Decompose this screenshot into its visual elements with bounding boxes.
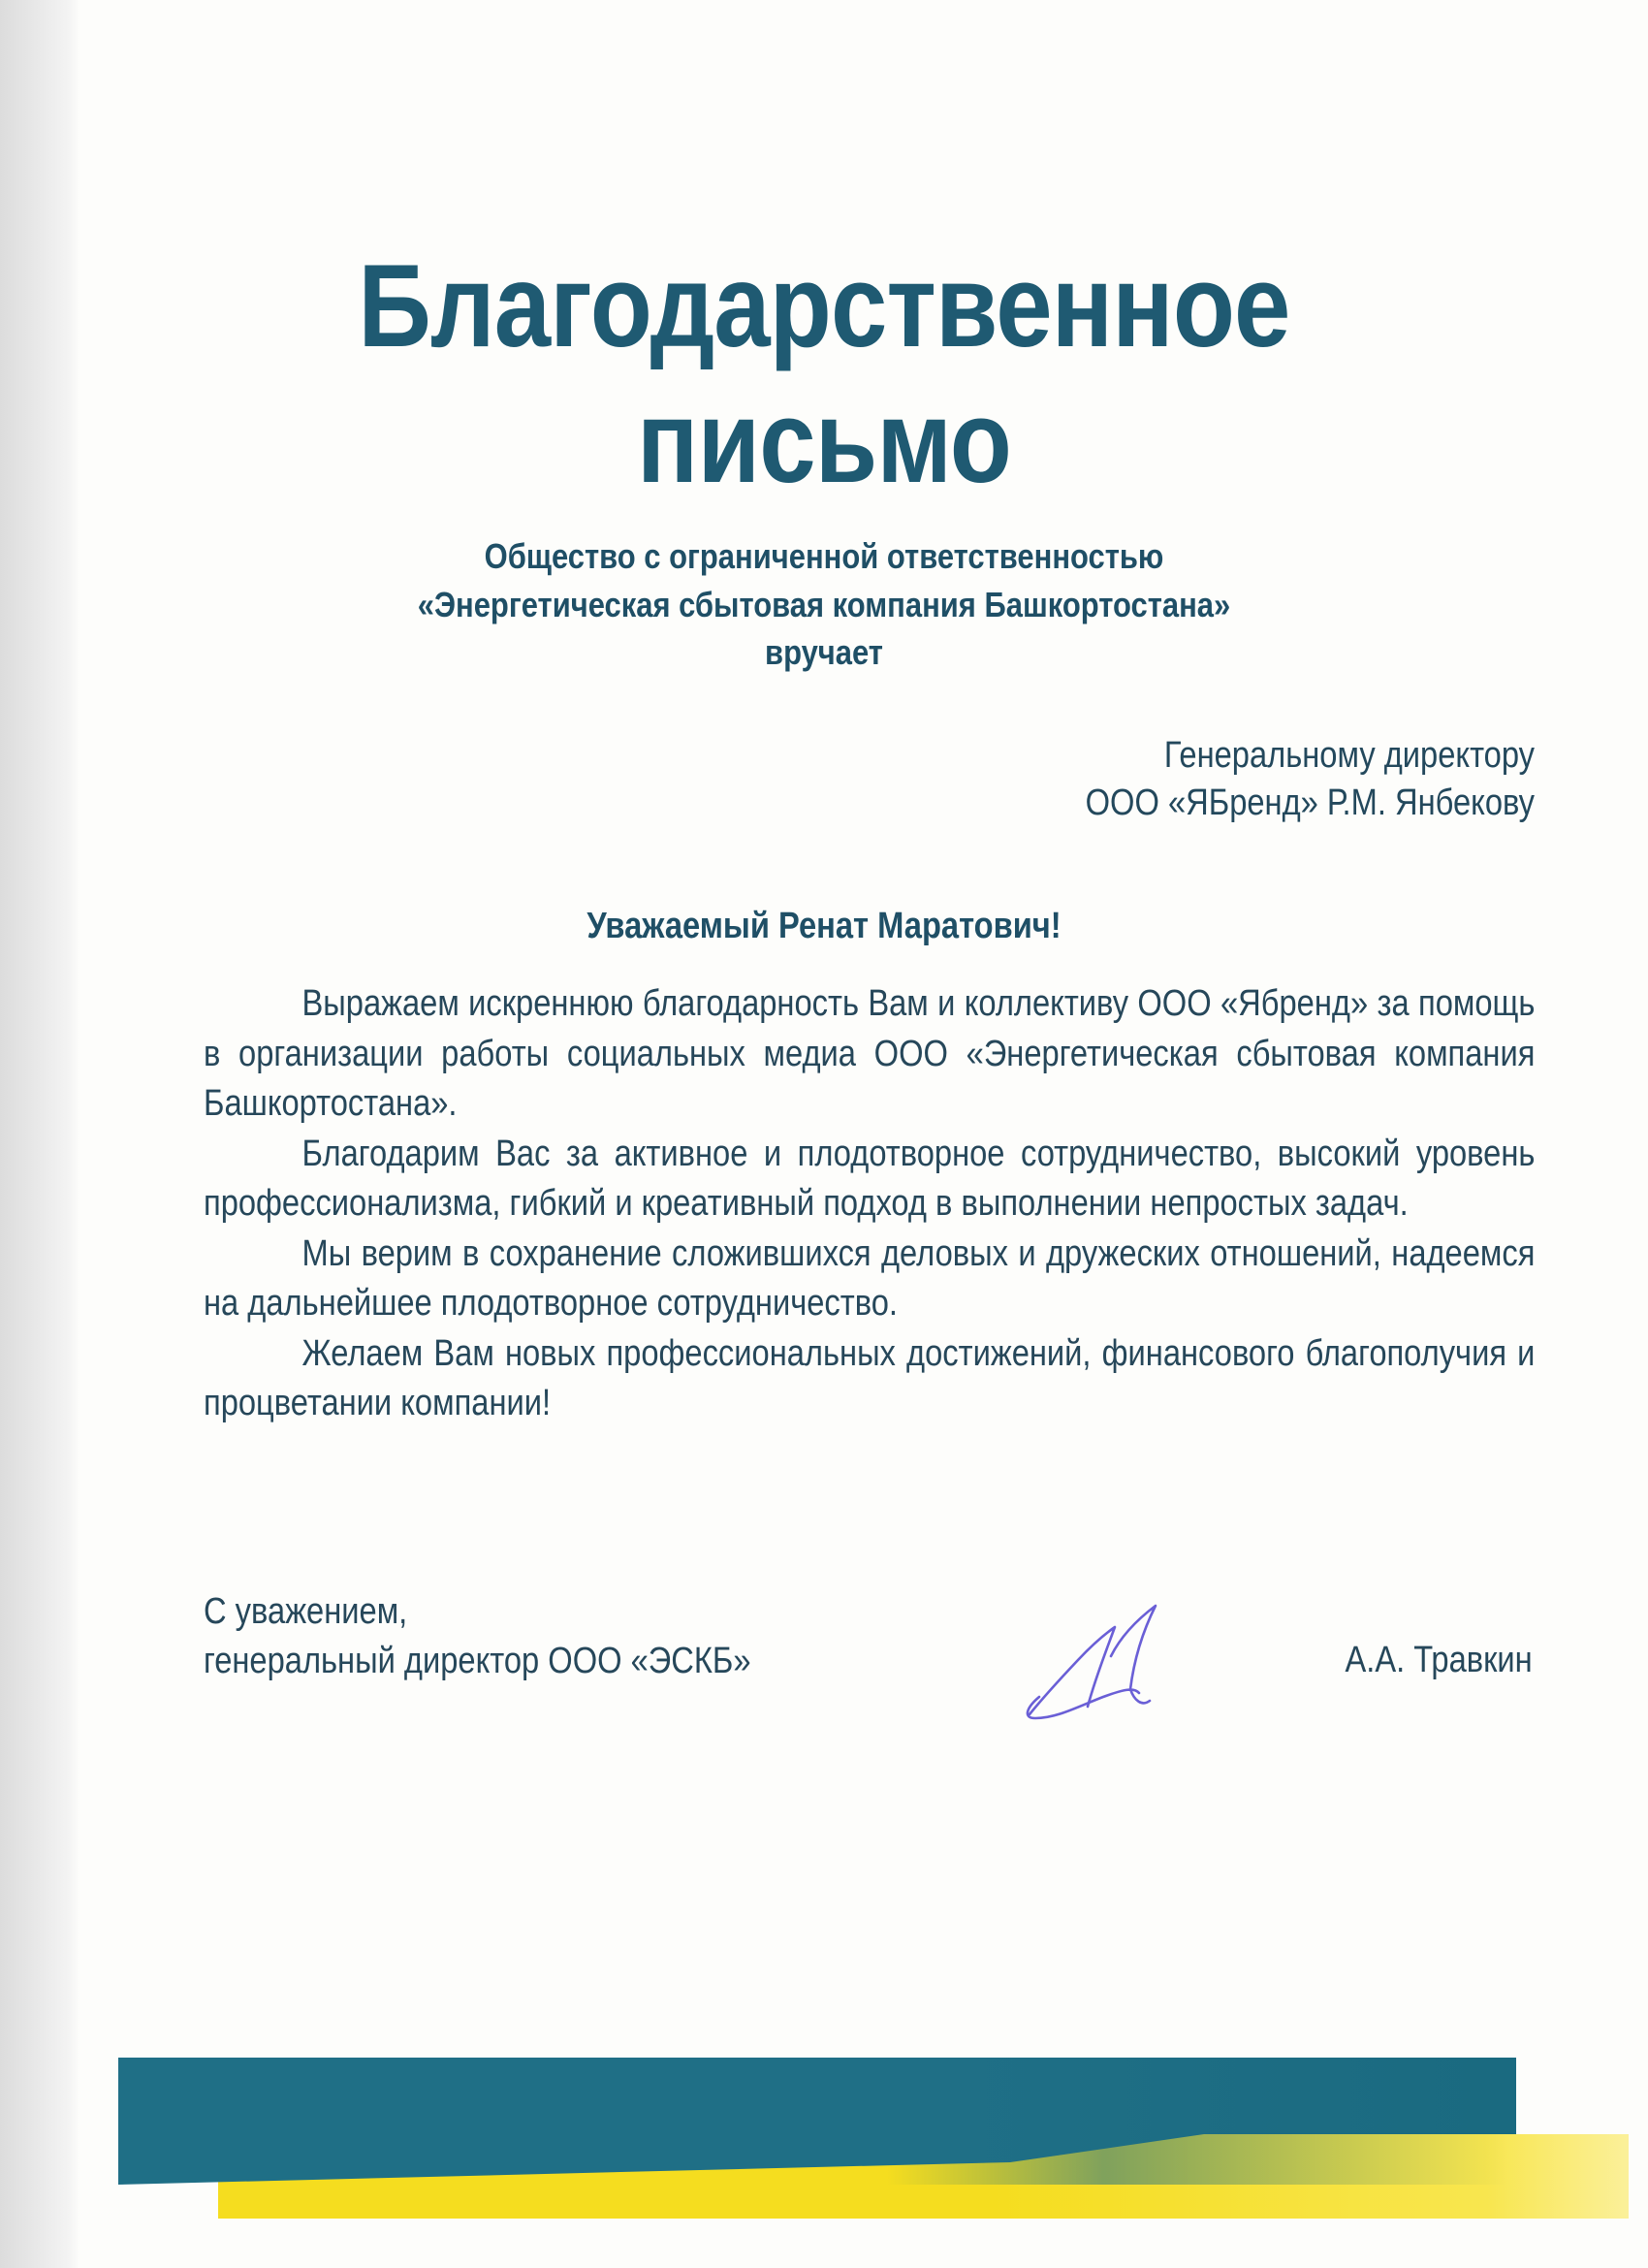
- letter-title-line2: письмо: [637, 375, 1011, 507]
- body-paragraph-1: Выражаем искреннюю благодарность Вам и коллективу ООО «Ябренд» за помощь в организации работы социальных медиа ООО «Энергетическая сбытовая компания Башкортостана».: [204, 983, 1536, 1124]
- body-paragraph-2: Благодарим Вас за активное и плодотворное сотрудничество, высокий уровень профессионализма, гибкий и креативный подход в выполнении непростых задач.: [204, 1133, 1536, 1224]
- salutation: Уважаемый Ренат Маратович!: [586, 906, 1062, 946]
- org-name-line2: «Энергетическая сбытовая компания Башкортостана»: [417, 585, 1231, 624]
- signer-name: А.А. Травкин: [1345, 1640, 1533, 1680]
- addressee-name: ООО «ЯБренд» Р.М. Янбекову: [1085, 783, 1535, 823]
- org-name-line1: Общество с ограниченной ответственностью: [484, 536, 1164, 576]
- teal-band-fill: [118, 2058, 1516, 2185]
- letter-title-line1: Благодарственное: [358, 240, 1290, 371]
- decorative-teal-band: [118, 2058, 1516, 2185]
- closing-block: [204, 1587, 751, 1686]
- addressee-position: Генеральному директору: [1163, 735, 1535, 776]
- closing-regards: С уважением,: [204, 1591, 408, 1632]
- body-paragraph-3: Мы верим в сохранение сложившихся деловых и дружеских отношений, надеемся на дальнейшее плодотворное сотрудничество.: [204, 1232, 1536, 1324]
- handwritten-signature: [1018, 1600, 1173, 1726]
- body-paragraph-4: Желаем Вам новых профессиональных достижений, финансового благополучия и процветании компании!: [204, 1332, 1536, 1423]
- org-action-line: вручает: [765, 632, 883, 672]
- signer-position: генеральный директор ООО «ЭСКБ»: [204, 1641, 751, 1681]
- letter-body: [204, 979, 1535, 1429]
- scan-edge: [0, 0, 79, 2268]
- signature-stroke: [1028, 1606, 1156, 1718]
